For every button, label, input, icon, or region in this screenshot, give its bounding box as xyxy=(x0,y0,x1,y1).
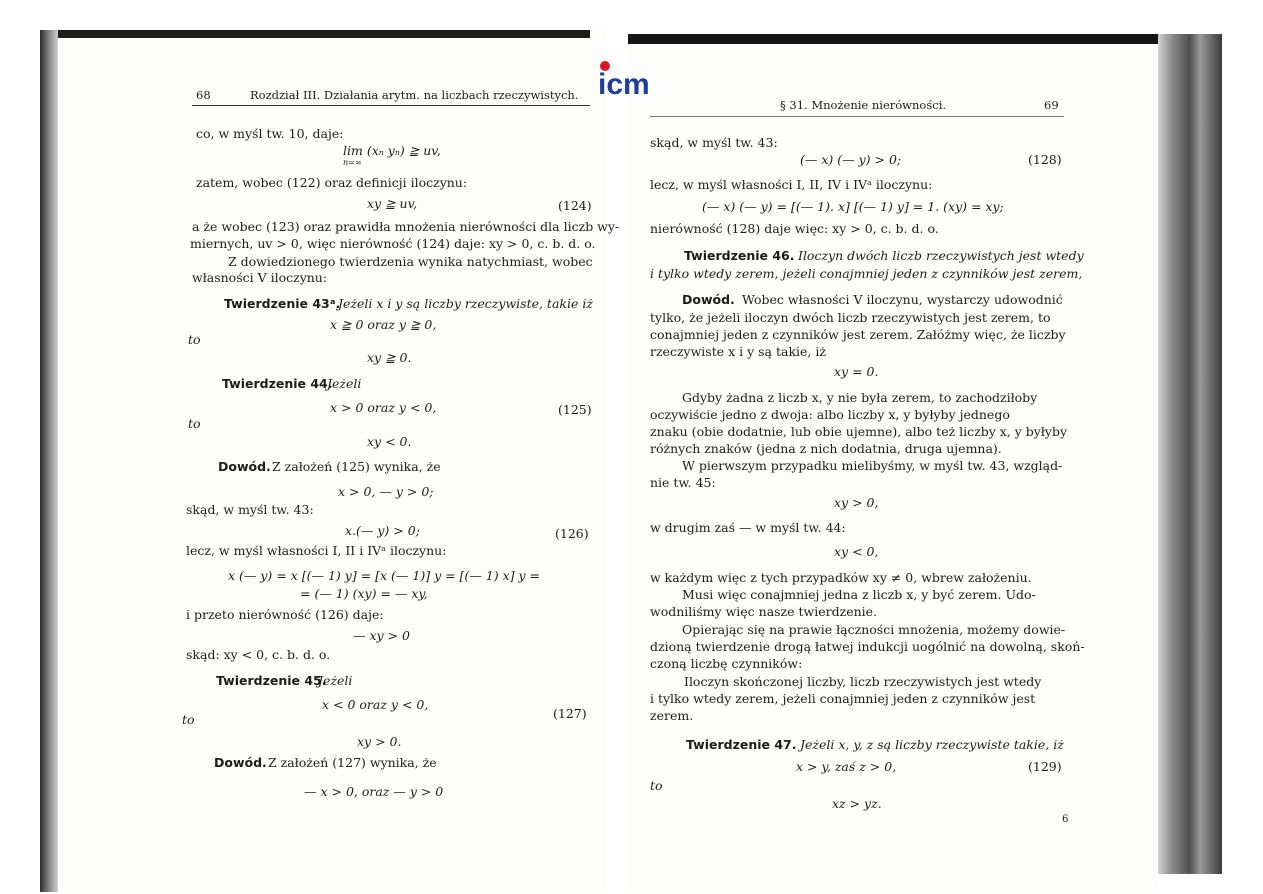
text-line: rzeczywiste x i y są takie, iż xyxy=(650,344,826,359)
formula: xy ≧ uv, xyxy=(367,196,418,211)
text-line: a że wobec (123) oraz prawidła mnożenia nierówności dla liczb wy- xyxy=(192,219,620,234)
text-line: w drugim zaś — w myśl tw. 44: xyxy=(650,520,846,535)
text-line: w każdym więc z tych przypadków xy ≠ 0, wbrew założeniu. xyxy=(650,570,1032,585)
formula: — xy > 0 xyxy=(353,628,410,643)
right-page-edge xyxy=(1150,34,1222,874)
formula: = (— 1) (xy) = — xy, xyxy=(300,586,428,601)
theorem-title: Twierdzenie 46. xyxy=(684,248,795,263)
formula: (— x) (— y) > 0; xyxy=(800,152,902,167)
formula: xy ≧ 0. xyxy=(367,350,412,365)
formula: xy > 0, xyxy=(834,495,879,510)
svg-text:icm: icm xyxy=(598,68,650,100)
equation-number: (128) xyxy=(1028,152,1062,167)
text-line: to xyxy=(650,778,663,793)
formula: x ≧ 0 oraz y ≧ 0, xyxy=(330,317,437,332)
text-line: Musi więc conajmniej jedna z liczb x, y być zerem. Udo- xyxy=(682,587,1036,602)
text-line: Z dowiedzionego twierdzenia wynika natychmiast, wobec xyxy=(228,254,593,269)
theorem-text: Jeżeli xyxy=(318,673,353,688)
icm-logo xyxy=(596,58,666,100)
theorem-text: Jeżeli xyxy=(327,376,362,391)
formula: xy < 0. xyxy=(367,434,412,449)
equation-number: (127) xyxy=(553,706,587,721)
text-line: Z założeń (127) wynika, że xyxy=(268,755,437,770)
text-line: lecz, w myśl własności I, II i IVᵃ iloczynu: xyxy=(186,543,447,558)
formula: x > y, zaś z > 0, xyxy=(796,759,897,774)
left-running-head: Rozdział III. Działania arytm. na liczbach rzeczywistych. xyxy=(250,88,579,102)
text-line: Opierając się na prawie łączności mnożenia, możemy dowie- xyxy=(682,622,1066,637)
text-line: W pierwszym przypadku mielibyśmy, w myśl tw. 43, wzgląd- xyxy=(682,458,1063,473)
text-line: Iloczyn skończonej liczby, liczb rzeczywistych jest wtedy xyxy=(684,674,1042,689)
text-line: to xyxy=(188,416,201,431)
proof-label: Dowód. xyxy=(214,755,267,770)
text-line: oczywiście jedno z dwoja: albo liczby x, y byłyby jednego xyxy=(650,407,1010,422)
formula: lim (xₙ yₙ) ≧ uv, xyxy=(343,143,441,158)
formula: x < 0 oraz y < 0, xyxy=(322,697,429,712)
text-line: i przeto nierówność (126) daje: xyxy=(186,607,384,622)
right-page-number: 69 xyxy=(1044,98,1059,112)
text-line: wodniliśmy więc nasze twierdzenie. xyxy=(650,604,878,619)
right-top-shadow xyxy=(628,34,1158,44)
proof-label: Dowód. xyxy=(218,459,271,474)
formula: x.(— y) > 0; xyxy=(345,523,420,538)
text-line: Z założeń (125) wynika, że xyxy=(272,459,441,474)
text-line: Wobec własności V iloczynu, wystarczy udowodnić xyxy=(742,292,1063,307)
signature-mark: 6 xyxy=(1062,814,1069,825)
right-header-rule xyxy=(650,116,1064,117)
text-line: skąd, w myśl tw. 43: xyxy=(650,135,778,150)
formula: x > 0, — y > 0; xyxy=(338,484,434,499)
text-line: dzioną twierdzenie drogą łatwej indukcji uogólnić na dowolną, skoń- xyxy=(650,639,1085,654)
theorem-text: i tylko wtedy zerem, jeżeli conajmniej jeden z czynników jest zerem, xyxy=(650,266,1083,281)
theorem-title: Twierdzenie 45. xyxy=(216,673,327,688)
theorem-title: Twierdzenie 44. xyxy=(222,376,333,391)
formula-subscript: n=∞ xyxy=(343,158,362,167)
text-line: różnych znaków (jedna z nich dodatnia, druga ujemna). xyxy=(650,441,1002,456)
text-line: to xyxy=(188,332,201,347)
text-line: to xyxy=(182,712,195,727)
formula: xy < 0, xyxy=(834,544,879,559)
text-line: lecz, w myśl własności I, II, IV i IVᵃ iloczynu: xyxy=(650,177,933,192)
text-line: nierówność (128) daje więc: xy > 0, c. b. d. o. xyxy=(650,221,939,236)
equation-number: (126) xyxy=(555,526,589,541)
theorem-text: Jeżeli x, y, z są liczby rzeczywiste takie, iż xyxy=(800,737,1064,752)
formula: xy = 0. xyxy=(834,364,879,379)
formula: xz > yz. xyxy=(832,796,882,811)
text-line: czoną liczbę czynników: xyxy=(650,656,803,671)
text-line: miernych, uv > 0, więc nierówność (124) daje: xy > 0, c. b. d. o. xyxy=(190,236,596,251)
text-line: nie tw. 45: xyxy=(650,475,716,490)
text-line: tylko, że jeżeli iloczyn dwóch liczb rzeczywistych jest zerem, to xyxy=(650,310,1051,325)
left-page-number: 68 xyxy=(196,88,211,102)
text-line: zatem, wobec (122) oraz definicji iloczynu: xyxy=(196,175,468,190)
text-line: własności V iloczynu: xyxy=(192,270,328,285)
formula: — x > 0, oraz — y > 0 xyxy=(304,784,444,799)
theorem-text: Iloczyn dwóch liczb rzeczywistych jest wtedy xyxy=(798,248,1084,263)
theorem-title: Twierdzenie 47. xyxy=(686,737,797,752)
text-line: zerem. xyxy=(650,708,694,723)
right-running-head: § 31. Mnożenie nierówności. xyxy=(780,98,947,112)
left-top-shadow xyxy=(58,30,590,38)
equation-number: (125) xyxy=(558,402,592,417)
formula: (— x) (— y) = [(— 1). x] [(— 1) y] = 1. (xy) = xy; xyxy=(702,199,1004,214)
theorem-text: Jeżeli x i y są liczby rzeczywiste, takie iż xyxy=(338,296,593,311)
text-line: i tylko wtedy zerem, jeżeli conajmniej jeden z czynników jest xyxy=(650,691,1036,706)
text-line: conajmniej jeden z czynników jest zerem. Załóżmy więc, że liczby xyxy=(650,327,1066,342)
left-header-rule xyxy=(192,105,590,106)
equation-number: (124) xyxy=(558,198,592,213)
formula: xy > 0. xyxy=(357,734,402,749)
equation-number: (129) xyxy=(1028,759,1062,774)
text-line: skąd, w myśl tw. 43: xyxy=(186,502,314,517)
text-line: znaku (obie dodatnie, lub obie ujemne), albo też liczby x, y byłyby xyxy=(650,424,1068,439)
formula: x > 0 oraz y < 0, xyxy=(330,400,437,415)
text-line: skąd: xy < 0, c. b. d. o. xyxy=(186,647,331,662)
text-line: Gdyby żadna z liczb x, y nie była zerem, to zachodziłoby xyxy=(682,390,1038,405)
theorem-title: Twierdzenie 43ᵃ. xyxy=(224,296,341,311)
formula: x (— y) = x [(— 1) y] = [x (— 1)] y = [(— 1) x] y = xyxy=(228,568,540,583)
text-line: co, w myśl tw. 10, daje: xyxy=(196,126,344,141)
proof-label: Dowód. xyxy=(682,292,735,307)
